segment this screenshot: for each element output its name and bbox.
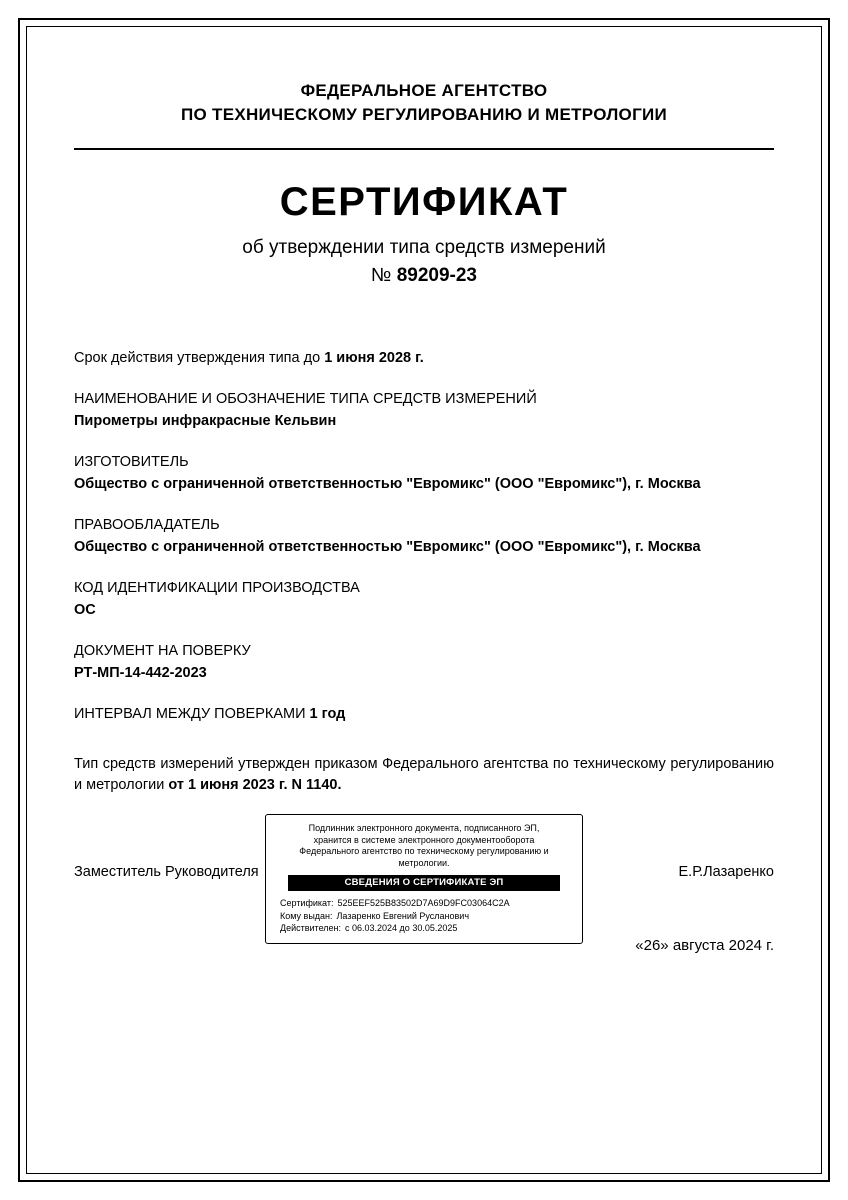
stamp-valid-label: Действителен:	[280, 923, 342, 933]
field-type-name-label: НАИМЕНОВАНИЕ И ОБОЗНАЧЕНИЕ ТИПА СРЕДСТВ ИЗМЕРЕНИЙ	[74, 391, 537, 407]
stamp-header-line-4: метрологии.	[398, 857, 450, 868]
certificate-number-prefix: №	[371, 265, 397, 286]
stamp-header-line-2: хранится в системе электронного документооборота	[313, 834, 535, 845]
document-content	[52, 52, 796, 1148]
stamp-issued-value: Лазаренко Евгений Русланович	[336, 910, 470, 921]
stamp-certificate-label: Сертификат:	[280, 898, 334, 908]
certificate-number-value: 89209-23	[396, 265, 477, 286]
field-verification-document-label: ДОКУМЕНТ НА ПОВЕРКУ	[74, 643, 251, 659]
field-holder-label: ПРАВООБЛАДАТЕЛЬ	[74, 517, 220, 533]
electronic-signature-stamp	[265, 814, 583, 944]
field-validity-value: 1 июня 2028 г.	[324, 350, 424, 366]
field-verification-interval-value: 1 год	[309, 706, 346, 722]
field-validity-label: Срок действия утверждения типа до	[74, 350, 325, 366]
field-type-name	[74, 390, 774, 431]
field-type-name-value: Пирометры инфракрасные Кельвин	[74, 413, 337, 429]
field-holder	[74, 516, 774, 557]
approval-order-text: Тип средств измерений утвержден приказом Федерального агентства по техническому регулированию и метрологии	[74, 756, 774, 793]
stamp-header-line-1: Подлинник электронного документа, подписанного ЭП,	[308, 823, 540, 833]
field-verification-interval	[74, 705, 774, 724]
header-divider	[74, 148, 774, 150]
field-holder-value: Общество с ограниченной ответственностью "Евромикс" (ООО "Евромикс"), г. Москва	[74, 539, 701, 555]
approval-order-paragraph	[52, 754, 796, 796]
stamp-certificate-value: 525EEF525B83502D7A69D9FC03064C2A	[337, 898, 510, 908]
field-manufacturer-value: Общество с ограниченной ответственностью "Евромикс" (ООО "Евромикс"), г. Москва	[74, 476, 701, 492]
stamp-issued-label: Кому выдан:	[280, 910, 333, 921]
stamp-header-line-3: Федерального агентство по техническому регулированию и	[299, 846, 549, 856]
field-verification-document	[74, 642, 774, 683]
stamp-certificate-row	[280, 897, 572, 910]
fields-block	[52, 349, 796, 724]
field-production-code-label: КОД ИДЕНТИФИКАЦИИ ПРОИЗВОДСТВА	[74, 580, 360, 596]
field-manufacturer	[74, 453, 774, 494]
field-production-code-value: ОС	[74, 602, 96, 618]
certificate-number	[52, 265, 796, 287]
page-title: СЕРТИФИКАТ	[279, 180, 569, 224]
agency-line-2: ПО ТЕХНИЧЕСКОМУ РЕГУЛИРОВАНИЮ И МЕТРОЛОГИИ	[180, 105, 668, 124]
signer-name: Е.Р.Лазаренко	[678, 864, 774, 880]
signer-position: Заместитель Руководителя	[74, 864, 259, 880]
stamp-valid-value: с 06.03.2024 до 30.05.2025	[345, 923, 458, 933]
page-subtitle: об утверждении типа средств измерений	[242, 237, 606, 258]
field-manufacturer-label: ИЗГОТОВИТЕЛЬ	[74, 454, 189, 470]
field-production-code	[74, 579, 774, 620]
stamp-header-text	[276, 823, 572, 869]
approval-order-reference: от 1 июня 2023 г. N 1140.	[168, 777, 342, 793]
agency-heading	[52, 79, 796, 127]
signature-row	[52, 812, 796, 954]
document-date: «26» августа 2024 г.	[635, 937, 774, 954]
stamp-details	[276, 897, 572, 935]
agency-line-1: ФЕДЕРАЛЬНОЕ АГЕНТСТВО	[300, 81, 548, 100]
field-validity	[74, 349, 774, 368]
field-verification-interval-label: ИНТЕРВАЛ МЕЖДУ ПОВЕРКАМИ	[74, 706, 310, 722]
stamp-valid-row	[280, 922, 572, 935]
field-verification-document-value: РТ-МП-14-442-2023	[74, 665, 207, 681]
stamp-issued-row	[280, 910, 572, 923]
stamp-title-bar: СВЕДЕНИЯ О СЕРТИФИКАТЕ ЭП	[288, 875, 560, 891]
